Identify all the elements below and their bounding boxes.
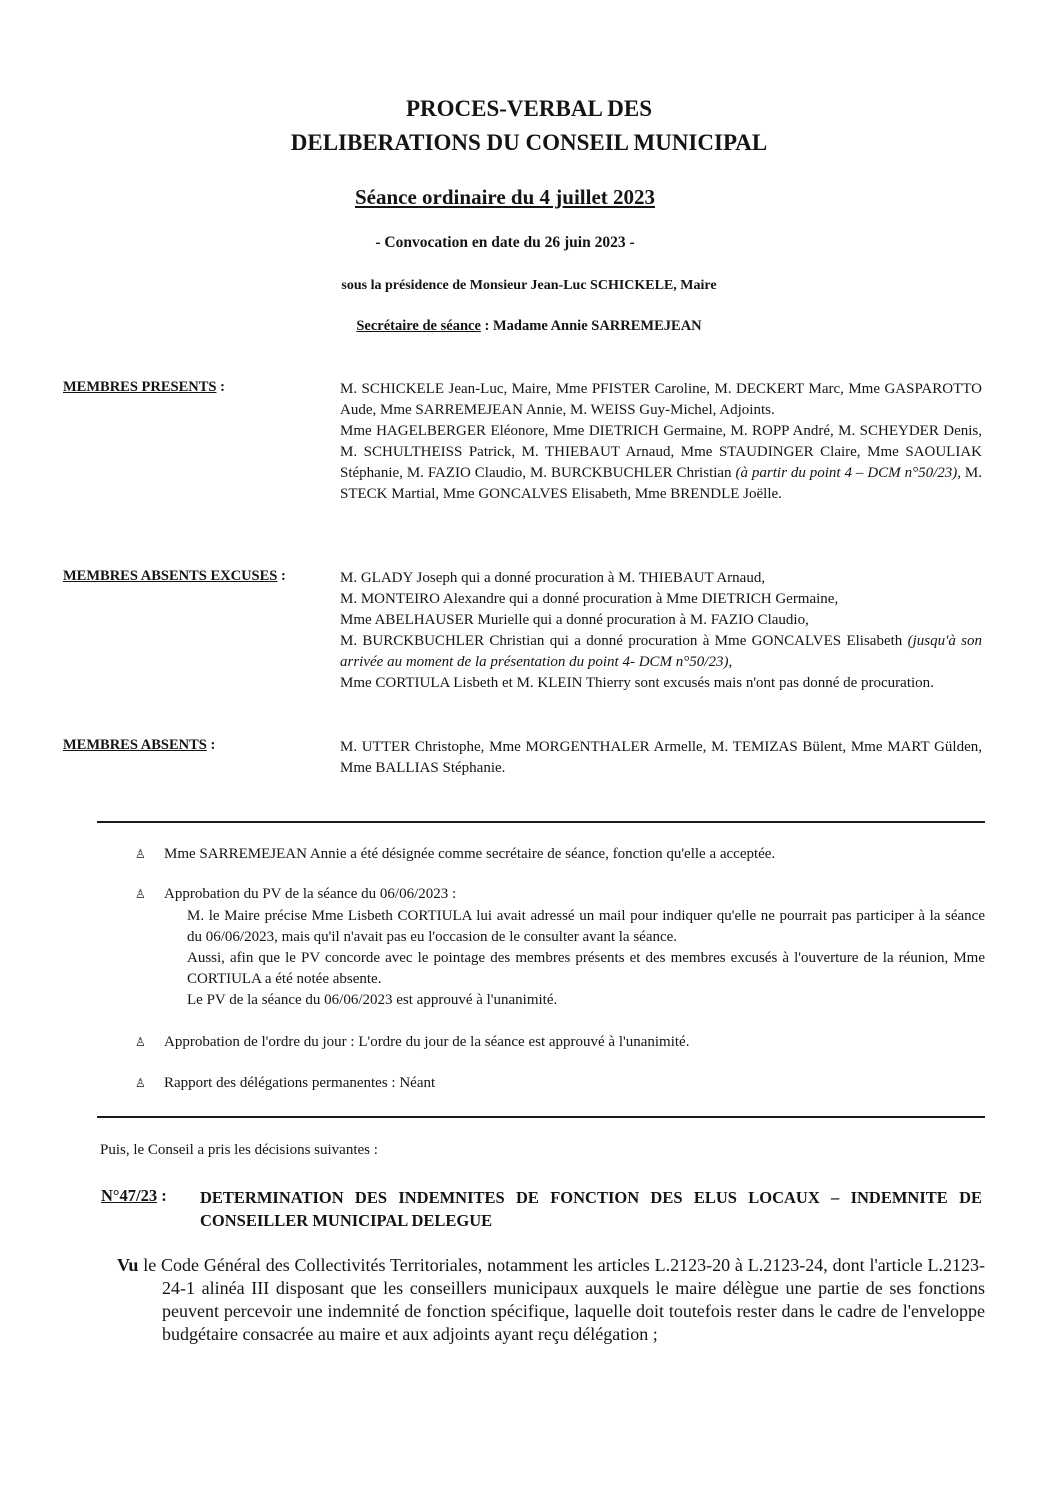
membres-presents-label	[63, 379, 225, 396]
membres-presents-note: (à partir du point 4 – DCM n°50/23)	[735, 465, 958, 481]
excuse-item: M. GLADY Joseph qui a donné procuration à M. THIEBAUT Arnaud,	[340, 570, 766, 586]
excuse-text-a: M. BURCKBUCHLER Christian qui a donné procuration à Mme GONCALVES Elisabeth	[340, 633, 908, 649]
bullet-delegations: Rapport des délégations permanentes : Néant	[164, 1075, 436, 1091]
deliberation-number-sep: :	[157, 1186, 167, 1205]
deliberation-number	[101, 1186, 167, 1206]
membres-presents-adjoints: M. SCHICKELE Jean-Luc, Maire, Mme PFISTER Caroline, M. DECKERT Marc, Mme GASPAROTTO Aude, Mme SARREMEJEAN Annie, M. WEISS Guy-Michel, Adjoints.	[340, 381, 982, 418]
horizontal-rule	[97, 821, 985, 823]
excuse-item	[340, 631, 982, 673]
membres-excuses-label-text: MEMBRES ABSENTS EXCUSES	[63, 568, 278, 584]
convocation-date: - Convocation en date du 26 juin 2023 -	[375, 234, 635, 251]
bullet-icon: ♙	[135, 1076, 146, 1090]
deliberation-title: DETERMINATION DES INDEMNITES DE FONCTION DES ELUS LOCAUX – INDEMNITE DE CONSEILLER MUNICIPAL DELEGUE	[200, 1188, 982, 1230]
secretaire-sep: :	[480, 318, 493, 334]
document-title-line-2: DELIBERATIONS DU CONSEIL MUNICIPAL	[290, 130, 768, 155]
membres-presents-label-text: MEMBRES PRESENTS	[63, 379, 217, 395]
membres-absents-list: M. UTTER Christophe, Mme MORGENTHALER Armelle, M. TEMIZAS Bülent, Mme MART Gülden, Mme BALLIAS Stéphanie.	[340, 739, 982, 776]
secretaire-de-seance	[0, 318, 1058, 335]
secretaire-name: Madame Annie SARREMEJEAN	[492, 318, 702, 334]
seance-date: Séance ordinaire du 4 juillet 2023	[354, 185, 656, 209]
membres-absents-label-text: MEMBRES ABSENTS	[63, 737, 207, 753]
bullet-icon: ♙	[135, 1035, 146, 1049]
horizontal-rule	[97, 1116, 985, 1118]
deliberation-number-text: N°47/23	[101, 1186, 158, 1205]
excuse-text-b: ,	[728, 654, 733, 670]
membres-presents-text-b: , M. STECK Martial, Mme GONCALVES Elisabeth, Mme BRENDLE Joëlle.	[340, 465, 983, 502]
pv-detail: Aussi, afin que le PV concorde avec le pointage des membres présents et des membres excusés à l'ouverture de la réunion, Mme CORTIULA a été notée absente.	[187, 950, 985, 987]
approbation-pv-details	[187, 906, 985, 1011]
membres-absents-sep: :	[206, 737, 216, 753]
bullet-secretaire: Mme SARREMEJEAN Annie a été désignée comme secrétaire de séance, fonction qu'elle a acceptée.	[164, 846, 776, 862]
secretaire-label: Secrétaire de séance	[356, 318, 481, 334]
excuse-item: M. MONTEIRO Alexandre qui a donné procuration à Mme DIETRICH Germaine,	[340, 591, 839, 607]
membres-excuses-sep: :	[277, 568, 286, 584]
pv-detail: Le PV de la séance du 06/06/2023 est approuvé à l'unanimité.	[187, 992, 558, 1008]
membres-presents-sep: :	[216, 379, 225, 395]
bullet-icon: ♙	[135, 847, 146, 861]
decisions-intro: Puis, le Conseil a pris les décisions suivantes :	[100, 1142, 378, 1158]
excuse-item: Mme ABELHAUSER Murielle qui a donné procuration à M. FAZIO Claudio,	[340, 612, 809, 628]
bullet-icon: ♙	[135, 887, 146, 901]
presidence: sous la présidence de Monsieur Jean-Luc SCHICKELE, Maire	[341, 278, 717, 293]
document-title-line-1: PROCES-VERBAL DES	[405, 96, 653, 121]
membres-excuses-label	[63, 568, 286, 585]
membres-excuses-list	[340, 568, 982, 694]
bullet-ordre-du-jour: Approbation de l'ordre du jour : L'ordre du jour de la séance est approuvé à l'unanimité.	[164, 1034, 690, 1050]
membres-presents-text-a: Mme HAGELBERGER Eléonore, Mme DIETRICH Germaine, M. ROPP André, M. SCHEYDER Denis, M. SCHULTHEISS Patrick, M. THIEBAUT Arnaud, Mme STAUDINGER Claire, Mme SAOULIAK Stéphanie, M. FAZIO Claudio, M. BURCKBUCHLER Christian	[340, 423, 982, 481]
bullet-approbation-pv: Approbation du PV de la séance du 06/06/2023 :	[164, 886, 457, 902]
vu-label: Vu	[117, 1255, 139, 1275]
membres-presents-conseillers	[340, 421, 982, 505]
membres-absents-label	[63, 737, 215, 754]
excuse-note: (jusqu'à son arrivée au moment de la présentation du point 4- DCM n°50/23)	[340, 633, 982, 670]
excuse-item: Mme CORTIULA Lisbeth et M. KLEIN Thierry sont excusés mais n'ont pas donné de procuration.	[340, 675, 934, 691]
pv-detail: M. le Maire précise Mme Lisbeth CORTIULA lui avait adressé un mail pour indiquer qu'elle ne pourrait pas participer à la séance du 06/06/2023, mais qu'il n'avait pas eu l'occasion de le consulter avant la séance.	[187, 908, 985, 945]
vu-paragraph	[117, 1254, 985, 1346]
membres-presents-list	[340, 379, 982, 505]
vu-text: le Code Général des Collectivités Territoriales, notamment les articles L.2123-20 à L.2123-24, dont l'article L.2123-24-1 alinéa III disposant que les conseillers municipaux auxquels le maire délègue une partie de ses fonctions peuvent percevoir une indemnité de fonction spécifique, laquelle doit toutefois rester dans le cadre de l'enveloppe budgétaire consacrée au maire et aux adjoints ayant reçu délégation ;	[138, 1255, 985, 1344]
